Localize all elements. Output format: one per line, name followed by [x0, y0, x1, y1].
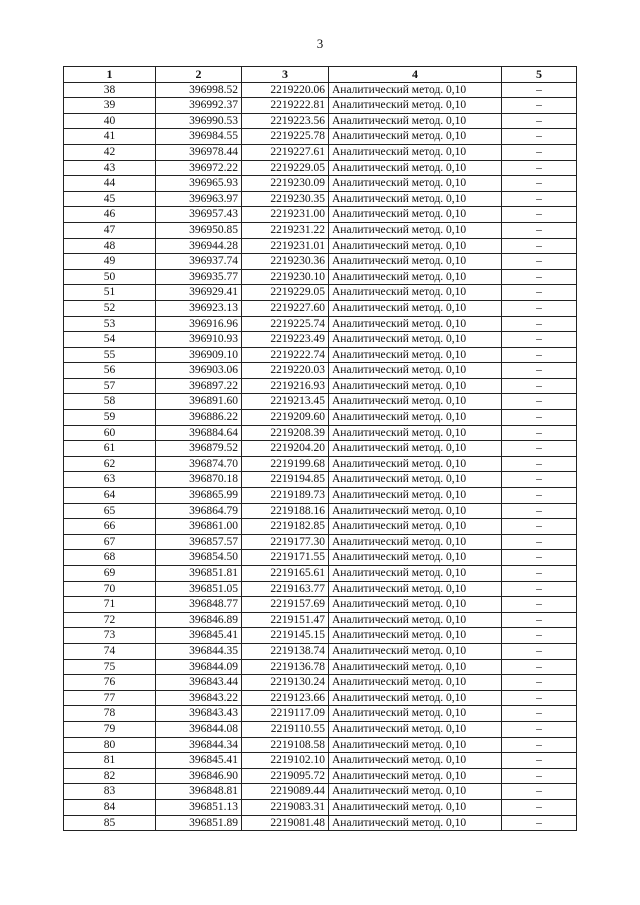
- x-coordinate-cell: 396843.22: [156, 690, 242, 706]
- point-number-cell: 60: [64, 425, 156, 441]
- column-header: 4: [329, 67, 502, 83]
- y-coordinate-cell: 2219145.15: [242, 628, 329, 644]
- x-coordinate-cell: 396844.09: [156, 659, 242, 675]
- method-accuracy-cell: Аналитический метод. 0,10: [329, 410, 502, 426]
- y-coordinate-cell: 2219130.24: [242, 675, 329, 691]
- y-coordinate-cell: 2219229.05: [242, 160, 329, 176]
- y-coordinate-cell: 2219216.93: [242, 378, 329, 394]
- y-coordinate-cell: 2219177.30: [242, 534, 329, 550]
- x-coordinate-cell: 396844.35: [156, 643, 242, 659]
- x-coordinate-cell: 396897.22: [156, 378, 242, 394]
- table-row: [64, 706, 577, 722]
- column-header: 2: [156, 67, 242, 83]
- point-number-cell: 68: [64, 550, 156, 566]
- x-coordinate-cell: 396886.22: [156, 410, 242, 426]
- method-accuracy-cell: Аналитический метод. 0,10: [329, 675, 502, 691]
- table-row: [64, 456, 577, 472]
- point-number-cell: 54: [64, 332, 156, 348]
- method-accuracy-cell: Аналитический метод. 0,10: [329, 378, 502, 394]
- point-number-cell: 74: [64, 643, 156, 659]
- column-header: 3: [242, 67, 329, 83]
- table-row: [64, 191, 577, 207]
- method-accuracy-cell: Аналитический метод. 0,10: [329, 332, 502, 348]
- table-row: [64, 394, 577, 410]
- table-row: [64, 113, 577, 129]
- y-coordinate-cell: 2219165.61: [242, 566, 329, 582]
- table-row: [64, 207, 577, 223]
- description-cell: –: [502, 488, 577, 504]
- method-accuracy-cell: Аналитический метод. 0,10: [329, 269, 502, 285]
- table-row: [64, 222, 577, 238]
- point-number-cell: 64: [64, 488, 156, 504]
- description-cell: –: [502, 706, 577, 722]
- point-number-cell: 51: [64, 285, 156, 301]
- y-coordinate-cell: 2219225.74: [242, 316, 329, 332]
- y-coordinate-cell: 2219225.78: [242, 129, 329, 145]
- y-coordinate-cell: 2219138.74: [242, 643, 329, 659]
- coordinates-table: [63, 66, 577, 831]
- point-number-cell: 79: [64, 721, 156, 737]
- description-cell: –: [502, 550, 577, 566]
- method-accuracy-cell: Аналитический метод. 0,10: [329, 550, 502, 566]
- table-row: [64, 550, 577, 566]
- table-row: [64, 441, 577, 457]
- y-coordinate-cell: 2219230.35: [242, 191, 329, 207]
- description-cell: –: [502, 285, 577, 301]
- method-accuracy-cell: Аналитический метод. 0,10: [329, 82, 502, 98]
- method-accuracy-cell: Аналитический метод. 0,10: [329, 238, 502, 254]
- point-number-cell: 76: [64, 675, 156, 691]
- table-row: [64, 643, 577, 659]
- description-cell: –: [502, 410, 577, 426]
- x-coordinate-cell: 396854.50: [156, 550, 242, 566]
- point-number-cell: 66: [64, 519, 156, 535]
- y-coordinate-cell: 2219095.72: [242, 768, 329, 784]
- description-cell: –: [502, 82, 577, 98]
- method-accuracy-cell: Аналитический метод. 0,10: [329, 472, 502, 488]
- y-coordinate-cell: 2219222.81: [242, 98, 329, 114]
- table-row: [64, 300, 577, 316]
- description-cell: –: [502, 300, 577, 316]
- method-accuracy-cell: Аналитический метод. 0,10: [329, 285, 502, 301]
- description-cell: –: [502, 160, 577, 176]
- method-accuracy-cell: Аналитический метод. 0,10: [329, 98, 502, 114]
- description-cell: –: [502, 269, 577, 285]
- table-row: [64, 176, 577, 192]
- y-coordinate-cell: 2219199.68: [242, 456, 329, 472]
- y-coordinate-cell: 2219188.16: [242, 503, 329, 519]
- x-coordinate-cell: 396870.18: [156, 472, 242, 488]
- table-row: [64, 332, 577, 348]
- method-accuracy-cell: Аналитический метод. 0,10: [329, 597, 502, 613]
- x-coordinate-cell: 396990.53: [156, 113, 242, 129]
- method-accuracy-cell: Аналитический метод. 0,10: [329, 753, 502, 769]
- table-row: [64, 472, 577, 488]
- description-cell: –: [502, 675, 577, 691]
- point-number-cell: 50: [64, 269, 156, 285]
- x-coordinate-cell: 396916.96: [156, 316, 242, 332]
- point-number-cell: 59: [64, 410, 156, 426]
- x-coordinate-cell: 396903.06: [156, 363, 242, 379]
- y-coordinate-cell: 2219220.06: [242, 82, 329, 98]
- point-number-cell: 46: [64, 207, 156, 223]
- method-accuracy-cell: Аналитический метод. 0,10: [329, 659, 502, 675]
- description-cell: –: [502, 378, 577, 394]
- point-number-cell: 62: [64, 456, 156, 472]
- method-accuracy-cell: Аналитический метод. 0,10: [329, 768, 502, 784]
- table-row: [64, 534, 577, 550]
- y-coordinate-cell: 2219151.47: [242, 612, 329, 628]
- table-row: [64, 129, 577, 145]
- table-row: [64, 597, 577, 613]
- x-coordinate-cell: 396851.81: [156, 566, 242, 582]
- description-cell: –: [502, 176, 577, 192]
- method-accuracy-cell: Аналитический метод. 0,10: [329, 456, 502, 472]
- y-coordinate-cell: 2219227.61: [242, 144, 329, 160]
- y-coordinate-cell: 2219182.85: [242, 519, 329, 535]
- x-coordinate-cell: 396844.34: [156, 737, 242, 753]
- y-coordinate-cell: 2219220.03: [242, 363, 329, 379]
- y-coordinate-cell: 2219108.58: [242, 737, 329, 753]
- method-accuracy-cell: Аналитический метод. 0,10: [329, 628, 502, 644]
- table-row: [64, 628, 577, 644]
- y-coordinate-cell: 2219229.05: [242, 285, 329, 301]
- method-accuracy-cell: Аналитический метод. 0,10: [329, 160, 502, 176]
- description-cell: –: [502, 690, 577, 706]
- column-header: 1: [64, 67, 156, 83]
- point-number-cell: 41: [64, 129, 156, 145]
- point-number-cell: 38: [64, 82, 156, 98]
- x-coordinate-cell: 396944.28: [156, 238, 242, 254]
- x-coordinate-cell: 396978.44: [156, 144, 242, 160]
- method-accuracy-cell: Аналитический метод. 0,10: [329, 207, 502, 223]
- description-cell: –: [502, 316, 577, 332]
- x-coordinate-cell: 396879.52: [156, 441, 242, 457]
- method-accuracy-cell: Аналитический метод. 0,10: [329, 394, 502, 410]
- y-coordinate-cell: 2219230.10: [242, 269, 329, 285]
- point-number-cell: 83: [64, 784, 156, 800]
- method-accuracy-cell: Аналитический метод. 0,10: [329, 815, 502, 831]
- x-coordinate-cell: 396929.41: [156, 285, 242, 301]
- x-coordinate-cell: 396846.89: [156, 612, 242, 628]
- point-number-cell: 42: [64, 144, 156, 160]
- description-cell: –: [502, 472, 577, 488]
- y-coordinate-cell: 2219208.39: [242, 425, 329, 441]
- point-number-cell: 52: [64, 300, 156, 316]
- table-row: [64, 737, 577, 753]
- point-number-cell: 85: [64, 815, 156, 831]
- y-coordinate-cell: 2219157.69: [242, 597, 329, 613]
- x-coordinate-cell: 396851.05: [156, 581, 242, 597]
- page-number: 3: [316, 36, 324, 51]
- description-cell: –: [502, 222, 577, 238]
- description-cell: –: [502, 98, 577, 114]
- x-coordinate-cell: 396845.41: [156, 628, 242, 644]
- description-cell: –: [502, 581, 577, 597]
- description-cell: –: [502, 659, 577, 675]
- point-number-cell: 63: [64, 472, 156, 488]
- x-coordinate-cell: 396965.93: [156, 176, 242, 192]
- y-coordinate-cell: 2219204.20: [242, 441, 329, 457]
- y-coordinate-cell: 2219136.78: [242, 659, 329, 675]
- point-number-cell: 77: [64, 690, 156, 706]
- x-coordinate-cell: 396848.81: [156, 784, 242, 800]
- table-row: [64, 768, 577, 784]
- description-cell: –: [502, 144, 577, 160]
- x-coordinate-cell: 396844.08: [156, 721, 242, 737]
- y-coordinate-cell: 2219102.10: [242, 753, 329, 769]
- point-number-cell: 80: [64, 737, 156, 753]
- method-accuracy-cell: Аналитический метод. 0,10: [329, 176, 502, 192]
- table-header: [64, 67, 577, 83]
- x-coordinate-cell: 396998.52: [156, 82, 242, 98]
- x-coordinate-cell: 396992.37: [156, 98, 242, 114]
- table-row: [64, 347, 577, 363]
- point-number-cell: 58: [64, 394, 156, 410]
- description-cell: –: [502, 643, 577, 659]
- description-cell: –: [502, 815, 577, 831]
- y-coordinate-cell: 2219213.45: [242, 394, 329, 410]
- x-coordinate-cell: 396851.13: [156, 799, 242, 815]
- table-row: [64, 238, 577, 254]
- table-row: [64, 612, 577, 628]
- method-accuracy-cell: Аналитический метод. 0,10: [329, 488, 502, 504]
- table-row: [64, 659, 577, 675]
- x-coordinate-cell: 396846.90: [156, 768, 242, 784]
- point-number-cell: 43: [64, 160, 156, 176]
- description-cell: –: [502, 425, 577, 441]
- x-coordinate-cell: 396935.77: [156, 269, 242, 285]
- point-number-cell: 70: [64, 581, 156, 597]
- description-cell: –: [502, 628, 577, 644]
- description-cell: –: [502, 254, 577, 270]
- column-header: 5: [502, 67, 577, 83]
- description-cell: –: [502, 768, 577, 784]
- method-accuracy-cell: Аналитический метод. 0,10: [329, 129, 502, 145]
- description-cell: –: [502, 753, 577, 769]
- y-coordinate-cell: 2219171.55: [242, 550, 329, 566]
- y-coordinate-cell: 2219209.60: [242, 410, 329, 426]
- y-coordinate-cell: 2219083.31: [242, 799, 329, 815]
- point-number-cell: 82: [64, 768, 156, 784]
- x-coordinate-cell: 396963.97: [156, 191, 242, 207]
- table-row: [64, 784, 577, 800]
- description-cell: –: [502, 394, 577, 410]
- point-number-cell: 69: [64, 566, 156, 582]
- x-coordinate-cell: 396851.89: [156, 815, 242, 831]
- y-coordinate-cell: 2219227.60: [242, 300, 329, 316]
- table-body: [64, 82, 577, 831]
- method-accuracy-cell: Аналитический метод. 0,10: [329, 581, 502, 597]
- x-coordinate-cell: 396972.22: [156, 160, 242, 176]
- point-number-cell: 57: [64, 378, 156, 394]
- table-row: [64, 690, 577, 706]
- y-coordinate-cell: 2219231.01: [242, 238, 329, 254]
- y-coordinate-cell: 2219230.09: [242, 176, 329, 192]
- description-cell: –: [502, 113, 577, 129]
- x-coordinate-cell: 396865.99: [156, 488, 242, 504]
- x-coordinate-cell: 396891.60: [156, 394, 242, 410]
- method-accuracy-cell: Аналитический метод. 0,10: [329, 534, 502, 550]
- x-coordinate-cell: 396861.00: [156, 519, 242, 535]
- table-row: [64, 488, 577, 504]
- point-number-cell: 75: [64, 659, 156, 675]
- x-coordinate-cell: 396845.41: [156, 753, 242, 769]
- description-cell: –: [502, 737, 577, 753]
- x-coordinate-cell: 396950.85: [156, 222, 242, 238]
- point-number-cell: 45: [64, 191, 156, 207]
- y-coordinate-cell: 2219223.56: [242, 113, 329, 129]
- table-row: [64, 519, 577, 535]
- description-cell: –: [502, 456, 577, 472]
- description-cell: –: [502, 347, 577, 363]
- method-accuracy-cell: Аналитический метод. 0,10: [329, 316, 502, 332]
- x-coordinate-cell: 396910.93: [156, 332, 242, 348]
- table-row: [64, 753, 577, 769]
- x-coordinate-cell: 396984.55: [156, 129, 242, 145]
- method-accuracy-cell: Аналитический метод. 0,10: [329, 612, 502, 628]
- description-cell: –: [502, 129, 577, 145]
- point-number-cell: 72: [64, 612, 156, 628]
- x-coordinate-cell: 396874.70: [156, 456, 242, 472]
- method-accuracy-cell: Аналитический метод. 0,10: [329, 799, 502, 815]
- point-number-cell: 48: [64, 238, 156, 254]
- table-row: [64, 581, 577, 597]
- method-accuracy-cell: Аналитический метод. 0,10: [329, 363, 502, 379]
- table-row: [64, 160, 577, 176]
- header-row: [64, 67, 577, 83]
- method-accuracy-cell: Аналитический метод. 0,10: [329, 222, 502, 238]
- y-coordinate-cell: 2219223.49: [242, 332, 329, 348]
- table-row: [64, 363, 577, 379]
- method-accuracy-cell: Аналитический метод. 0,10: [329, 425, 502, 441]
- y-coordinate-cell: 2219117.09: [242, 706, 329, 722]
- table-row: [64, 799, 577, 815]
- method-accuracy-cell: Аналитический метод. 0,10: [329, 690, 502, 706]
- point-number-cell: 81: [64, 753, 156, 769]
- method-accuracy-cell: Аналитический метод. 0,10: [329, 347, 502, 363]
- y-coordinate-cell: 2219110.55: [242, 721, 329, 737]
- point-number-cell: 44: [64, 176, 156, 192]
- x-coordinate-cell: 396864.79: [156, 503, 242, 519]
- table-row: [64, 675, 577, 691]
- description-cell: –: [502, 566, 577, 582]
- y-coordinate-cell: 2219231.22: [242, 222, 329, 238]
- x-coordinate-cell: 396957.43: [156, 207, 242, 223]
- description-cell: –: [502, 332, 577, 348]
- y-coordinate-cell: 2219089.44: [242, 784, 329, 800]
- table-row: [64, 503, 577, 519]
- point-number-cell: 84: [64, 799, 156, 815]
- method-accuracy-cell: Аналитический метод. 0,10: [329, 300, 502, 316]
- description-cell: –: [502, 784, 577, 800]
- description-cell: –: [502, 503, 577, 519]
- point-number-cell: 61: [64, 441, 156, 457]
- y-coordinate-cell: 2219163.77: [242, 581, 329, 597]
- x-coordinate-cell: 396937.74: [156, 254, 242, 270]
- y-coordinate-cell: 2219222.74: [242, 347, 329, 363]
- description-cell: –: [502, 238, 577, 254]
- method-accuracy-cell: Аналитический метод. 0,10: [329, 643, 502, 659]
- table-row: [64, 721, 577, 737]
- table-row: [64, 269, 577, 285]
- point-number-cell: 67: [64, 534, 156, 550]
- method-accuracy-cell: Аналитический метод. 0,10: [329, 503, 502, 519]
- table-row: [64, 316, 577, 332]
- method-accuracy-cell: Аналитический метод. 0,10: [329, 144, 502, 160]
- point-number-cell: 73: [64, 628, 156, 644]
- table-row: [64, 378, 577, 394]
- y-coordinate-cell: 2219194.85: [242, 472, 329, 488]
- method-accuracy-cell: Аналитический метод. 0,10: [329, 566, 502, 582]
- x-coordinate-cell: 396843.43: [156, 706, 242, 722]
- table-row: [64, 285, 577, 301]
- method-accuracy-cell: Аналитический метод. 0,10: [329, 737, 502, 753]
- point-number-cell: 47: [64, 222, 156, 238]
- table-row: [64, 410, 577, 426]
- table-row: [64, 566, 577, 582]
- y-coordinate-cell: 2219231.00: [242, 207, 329, 223]
- table-row: [64, 144, 577, 160]
- point-number-cell: 49: [64, 254, 156, 270]
- description-cell: –: [502, 207, 577, 223]
- method-accuracy-cell: Аналитический метод. 0,10: [329, 254, 502, 270]
- y-coordinate-cell: 2219189.73: [242, 488, 329, 504]
- method-accuracy-cell: Аналитический метод. 0,10: [329, 519, 502, 535]
- y-coordinate-cell: 2219081.48: [242, 815, 329, 831]
- point-number-cell: 55: [64, 347, 156, 363]
- table-row: [64, 98, 577, 114]
- method-accuracy-cell: Аналитический метод. 0,10: [329, 441, 502, 457]
- method-accuracy-cell: Аналитический метод. 0,10: [329, 721, 502, 737]
- point-number-cell: 78: [64, 706, 156, 722]
- point-number-cell: 65: [64, 503, 156, 519]
- x-coordinate-cell: 396884.64: [156, 425, 242, 441]
- description-cell: –: [502, 519, 577, 535]
- method-accuracy-cell: Аналитический метод. 0,10: [329, 113, 502, 129]
- description-cell: –: [502, 597, 577, 613]
- point-number-cell: 71: [64, 597, 156, 613]
- description-cell: –: [502, 363, 577, 379]
- x-coordinate-cell: 396843.44: [156, 675, 242, 691]
- x-coordinate-cell: 396848.77: [156, 597, 242, 613]
- table-row: [64, 815, 577, 831]
- point-number-cell: 40: [64, 113, 156, 129]
- point-number-cell: 39: [64, 98, 156, 114]
- y-coordinate-cell: 2219123.66: [242, 690, 329, 706]
- method-accuracy-cell: Аналитический метод. 0,10: [329, 784, 502, 800]
- description-cell: –: [502, 441, 577, 457]
- table-row: [64, 254, 577, 270]
- description-cell: –: [502, 191, 577, 207]
- method-accuracy-cell: Аналитический метод. 0,10: [329, 191, 502, 207]
- description-cell: –: [502, 721, 577, 737]
- point-number-cell: 56: [64, 363, 156, 379]
- description-cell: –: [502, 799, 577, 815]
- x-coordinate-cell: 396909.10: [156, 347, 242, 363]
- description-cell: –: [502, 534, 577, 550]
- y-coordinate-cell: 2219230.36: [242, 254, 329, 270]
- x-coordinate-cell: 396857.57: [156, 534, 242, 550]
- table-row: [64, 425, 577, 441]
- method-accuracy-cell: Аналитический метод. 0,10: [329, 706, 502, 722]
- table-row: [64, 82, 577, 98]
- x-coordinate-cell: 396923.13: [156, 300, 242, 316]
- description-cell: –: [502, 612, 577, 628]
- point-number-cell: 53: [64, 316, 156, 332]
